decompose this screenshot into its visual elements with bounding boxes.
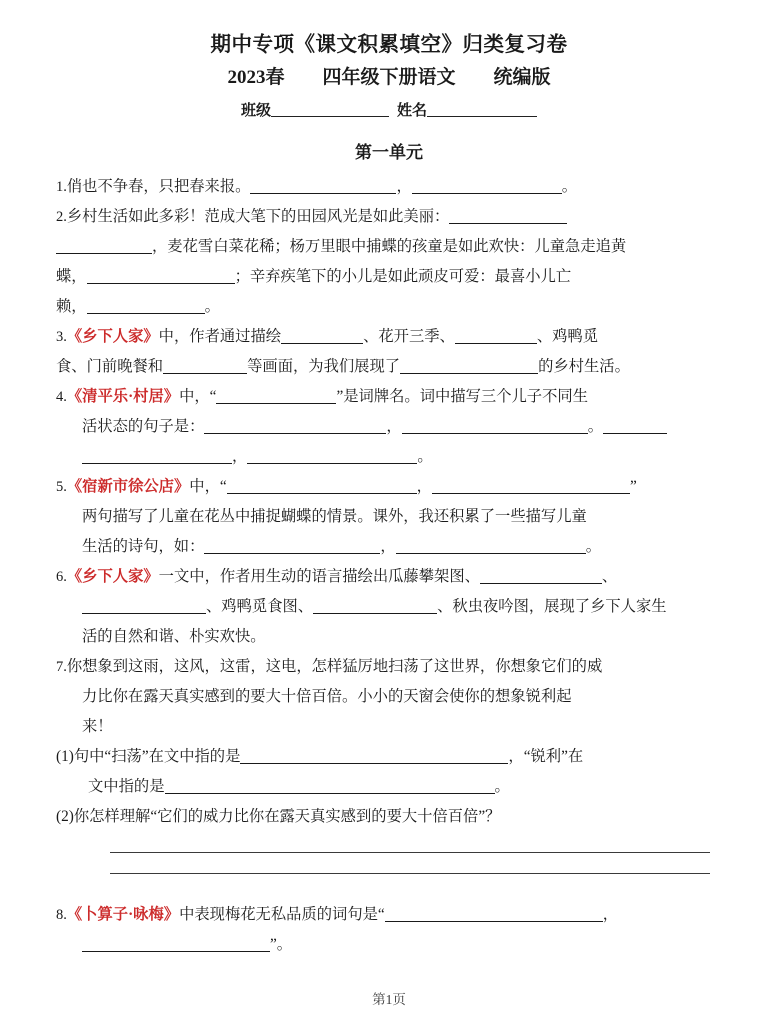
answer-blank[interactable] xyxy=(204,417,386,434)
answer-blank[interactable] xyxy=(87,267,235,284)
sub-question-item xyxy=(56,742,722,802)
question-text: 、花开三季、 xyxy=(363,327,455,345)
question-text: 等画面，为我们展现了 xyxy=(247,357,401,375)
question-text: 活的自然和谐、朴实欢快。 xyxy=(82,627,266,645)
question-list xyxy=(56,172,722,742)
answer-blank[interactable] xyxy=(82,447,232,464)
student-info-line xyxy=(56,101,722,122)
question-item xyxy=(56,652,722,742)
question-line xyxy=(56,232,722,262)
question-line xyxy=(56,352,722,382)
question-text: 乡村生活如此多彩！范成大笔下的田园风光是如此美丽： xyxy=(66,207,450,225)
answer-blank[interactable] xyxy=(385,905,603,922)
question-text: 力比你在露天真实感到的要大十倍百倍。小小的天窗会使你的想象锐利起 xyxy=(82,687,572,705)
question-line xyxy=(56,202,722,232)
text-title-reference: 《乡下人家》 xyxy=(66,327,159,345)
question-text: ， xyxy=(386,417,402,435)
question-line xyxy=(56,382,722,412)
text-title-reference: 《宿新市徐公店》 xyxy=(66,477,190,495)
sub-question-list xyxy=(56,742,722,832)
answer-blank[interactable] xyxy=(396,537,586,554)
question-text: 文中指的是 xyxy=(88,777,165,795)
page-title: 期中专项《课文积累填空》归类复习卷 xyxy=(210,34,568,56)
question-text: 一文中，作者用生动的语言描绘出瓜藤攀架图、 xyxy=(158,567,480,585)
question-number: 2. xyxy=(56,208,67,225)
question-text: 。 xyxy=(585,537,602,555)
question-item xyxy=(56,202,722,322)
unit-heading: 第一单元 xyxy=(355,142,423,162)
answer-blank[interactable] xyxy=(227,477,417,494)
answer-blank[interactable] xyxy=(82,935,270,952)
answer-blank[interactable] xyxy=(165,777,495,794)
question-text: 蝶， xyxy=(56,267,87,285)
question-number: 5. xyxy=(56,478,67,495)
question-item xyxy=(56,322,722,382)
question-line xyxy=(56,292,722,322)
answer-rule-group xyxy=(56,852,722,874)
answer-blank[interactable] xyxy=(56,237,152,254)
answer-blank[interactable] xyxy=(216,387,336,404)
class-label: 班级 xyxy=(240,103,271,120)
question-text: (2)你怎样理解“它们的威力比你在露天真实感到的要大十倍百倍”？ xyxy=(56,807,501,825)
question-8 xyxy=(56,900,722,960)
question-text: 中表现梅花无私品质的词句是“ xyxy=(179,905,385,923)
page-footer: 第1页 xyxy=(372,992,406,1007)
name-input-blank[interactable] xyxy=(427,101,537,117)
question-text: ；辛弃疾笔下的小儿是如此顽皮可爱：最喜小儿亡 xyxy=(234,267,572,285)
question-text: ， xyxy=(602,905,619,923)
question-text: ”是词牌名。词中描写三个儿子不同生 xyxy=(336,387,588,405)
question-number: 1. xyxy=(56,178,67,195)
question-text: 、秋虫夜吟图，展现了乡下人家生 xyxy=(437,597,667,615)
question-text: 、鸡鸭觅 xyxy=(536,327,599,345)
question-text: 。 xyxy=(494,777,510,795)
sub-question-item xyxy=(56,802,722,832)
question-text: 。 xyxy=(417,447,433,465)
answer-blank[interactable] xyxy=(455,327,537,344)
question-text: 。 xyxy=(561,177,578,195)
answer-blank[interactable] xyxy=(480,567,602,584)
question-line xyxy=(56,592,722,622)
question-number: 7. xyxy=(56,658,67,675)
answer-blank[interactable] xyxy=(449,207,567,224)
question-item xyxy=(56,382,722,472)
answer-blank[interactable] xyxy=(603,417,667,434)
question-line xyxy=(56,682,722,712)
question-text: 中，“ xyxy=(189,477,227,495)
question-line xyxy=(56,652,722,682)
question-line xyxy=(56,502,722,532)
question-line xyxy=(56,772,722,802)
question-text: ， xyxy=(416,477,432,495)
answer-blank[interactable] xyxy=(87,297,205,314)
question-line xyxy=(56,712,722,742)
question-line xyxy=(56,532,722,562)
question-text: ，“锐利”在 xyxy=(508,747,584,765)
question-line xyxy=(56,742,722,772)
answer-blank[interactable] xyxy=(412,177,562,194)
question-text: ，麦花雪白菜花稀；杨万里眼中捕蝶的孩童是如此欢快：儿童急走追黄 xyxy=(152,237,627,255)
name-label: 姓名 xyxy=(397,103,428,120)
question-text: 食、门前晚餐和 xyxy=(56,357,164,375)
question-text: 赖， xyxy=(56,297,87,315)
answer-blank[interactable] xyxy=(163,357,247,374)
question-line xyxy=(56,930,722,960)
question-line xyxy=(56,172,722,202)
answer-blank[interactable] xyxy=(402,417,588,434)
question-line xyxy=(56,262,722,292)
question-text: ， xyxy=(396,177,412,195)
question-text: (1)句中“扫荡”在文中指的是 xyxy=(56,747,241,765)
question-item xyxy=(56,472,722,562)
question-item xyxy=(56,900,722,960)
question-text: ”。 xyxy=(270,935,293,953)
answer-blank[interactable] xyxy=(281,327,363,344)
question-text: 生活的诗句，如： xyxy=(82,537,205,555)
question-line xyxy=(56,322,722,352)
question-text: 你想象到这雨，这风，这雷，这电，怎样猛厉地扫荡了这世界，你想象它们的威 xyxy=(66,657,603,675)
answer-blank[interactable] xyxy=(432,477,630,494)
answer-blank[interactable] xyxy=(204,537,380,554)
question-text: 。 xyxy=(587,417,604,435)
question-number: 3. xyxy=(56,328,67,345)
answer-blank[interactable] xyxy=(247,447,417,464)
question-text: 、 xyxy=(601,567,618,585)
question-line xyxy=(56,412,722,442)
class-input-blank[interactable] xyxy=(271,101,389,117)
question-text: 活状态的句子是： xyxy=(82,417,205,435)
question-number: 6. xyxy=(56,568,67,585)
question-text: 的乡村生活。 xyxy=(538,357,630,375)
answer-blank[interactable] xyxy=(400,357,538,374)
question-line xyxy=(56,562,722,592)
question-item xyxy=(56,172,722,202)
question-number: 8. xyxy=(56,906,67,923)
page-subtitle: 2023春 四年级下册语文 统编版 xyxy=(227,66,551,88)
text-title-reference: 《乡下人家》 xyxy=(66,567,159,585)
question-text: ， xyxy=(380,537,396,555)
answer-blank[interactable] xyxy=(250,177,396,194)
answer-write-line[interactable] xyxy=(110,873,710,874)
question-text: 、鸡鸭觅食图、 xyxy=(206,597,314,615)
question-text: 。 xyxy=(204,297,220,315)
question-text: 中，作者通过描绘 xyxy=(158,327,282,345)
question-line xyxy=(56,900,722,930)
question-line xyxy=(56,442,722,472)
question-line xyxy=(56,622,722,652)
question-text: 来！ xyxy=(82,717,113,735)
answer-blank[interactable] xyxy=(240,747,508,764)
question-text: ， xyxy=(232,447,248,465)
text-title-reference: 《清平乐·村居》 xyxy=(66,387,180,405)
question-text: ” xyxy=(629,477,637,495)
question-item xyxy=(56,562,722,652)
question-text: 俏也不争春，只把春来报。 xyxy=(66,177,251,195)
answer-blank[interactable] xyxy=(82,597,206,614)
answer-blank[interactable] xyxy=(313,597,437,614)
answer-write-line[interactable] xyxy=(110,852,710,853)
text-title-reference: 《卜算子·咏梅》 xyxy=(66,905,180,923)
question-line xyxy=(56,802,722,832)
question-number: 4. xyxy=(56,388,67,405)
question-text: 中，“ xyxy=(179,387,217,405)
question-text: 两句描写了儿童在花丛中捕捉蝴蝶的情景。课外，我还积累了一些描写儿童 xyxy=(82,507,587,525)
question-line xyxy=(56,472,722,502)
